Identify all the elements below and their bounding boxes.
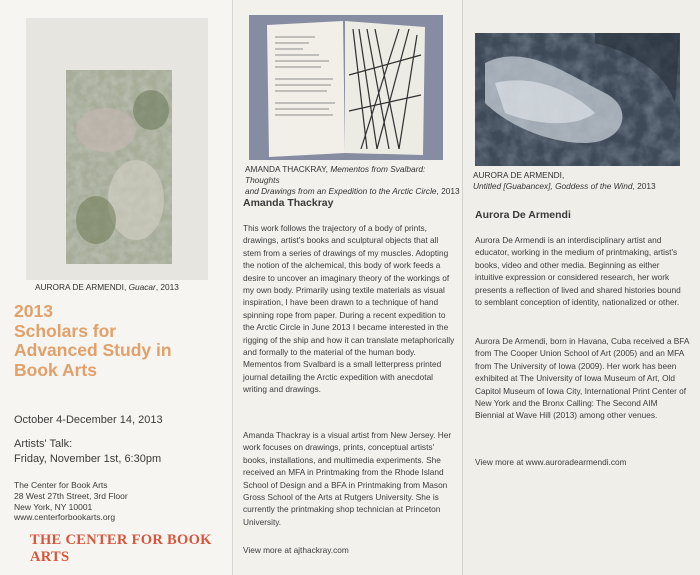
venue-address: The Center for Book Arts 28 West 27th Street, 3rd Floor New York, NY 10001 www.centerforbookarts.org <box>14 480 128 523</box>
artwork-caption: AURORA DE ARMENDI, Untitled [Guabancex], Goddess of the Wind, 2013 <box>473 170 656 191</box>
artist-name: Aurora De Armendi <box>475 209 571 221</box>
panel-middle <box>232 0 463 575</box>
project-description: This work follows the trajectory of a body of prints, drawings, artist's books and sculptural objects that all stem from a series of drawings of my muscles. Adopting the notion of the alchemical, this body of work feeds a desire to uncover an imaginary theory of the workings of my own body. Primarily using textile materials as visual inspiration, I have been drawn to a technique of hand spinning rope from paper. During a recent expedition to the Arctic Circle in June 2013 I became interested in the rigging of the ship and how it can translate metaphorically and formally to the material of the human body. Mementos from Svalbard is a small letterpress printed journal detailing the Arctic expedition with anecdotal writing and drawings. <box>243 223 455 395</box>
artist-website-link[interactable]: View more at www.auroradearmendi.com <box>475 457 627 467</box>
exhibition-title: 2013 Scholars for Advanced Study in Book Arts <box>14 301 172 380</box>
artwork-guacar-image <box>66 70 172 264</box>
center-for-book-arts-logo: THE CENTER FOR BOOK ARTS <box>30 532 212 565</box>
artwork-guabancex-image <box>475 33 680 166</box>
artwork-caption: AMANDA THACKRAY, Mementos from Svalbard: Thoughts and Drawings from an Expedition to the Arctic Circle, 2013 <box>245 164 460 196</box>
artist-statement: Aurora De Armendi is an interdisciplinary artist and educator, working in the medium of printmaking, artist's books, video and other media. Beginning as either intuitive expression or considered research, her work presents a reflection of lived and shared histories bound to semblant conception of identity, nationalized or other. <box>475 235 681 308</box>
artist-name: Amanda Thackray <box>243 197 334 209</box>
panel-right <box>462 0 700 575</box>
artwork-mementos-image <box>249 15 443 160</box>
exhibition-dates: October 4-December 14, 2013 <box>14 414 163 426</box>
artists-talk: Artists' Talk: Friday, November 1st, 6:30pm <box>14 438 162 465</box>
artist-bio: Aurora De Armendi, born in Havana, Cuba received a BFA from The Cooper Union School of Art (2005) and an MFA from The University of Iowa (2009). Her work has been exhibited at The University of Iowa Museum of Art, Old Capitol Museum of Iowa City, International Print Center of New York and the Bronx Calling: The Second AIM Biennial at Wave Hill (2013) among other venues. <box>475 336 689 421</box>
panel-left <box>0 0 232 575</box>
venue-website[interactable]: www.centerforbookarts.org <box>14 512 116 523</box>
artwork-caption: AURORA DE ARMENDI, Guacar, 2013 <box>35 282 179 292</box>
artist-website-link[interactable]: View more at ajthackray.com <box>243 545 349 555</box>
artist-bio: Amanda Thackray is a visual artist from New Jersey. Her work focuses on drawings, prints, conceptual artists' books, installations, and multimedia experiments. She received an MFA in Printmaking from the Rhode Island School of Design and a BFA in Printmaking from Mason Gross School of the Arts at Rutgers University. She is currently the printmaking shop technician at Princeton University. <box>243 430 452 527</box>
